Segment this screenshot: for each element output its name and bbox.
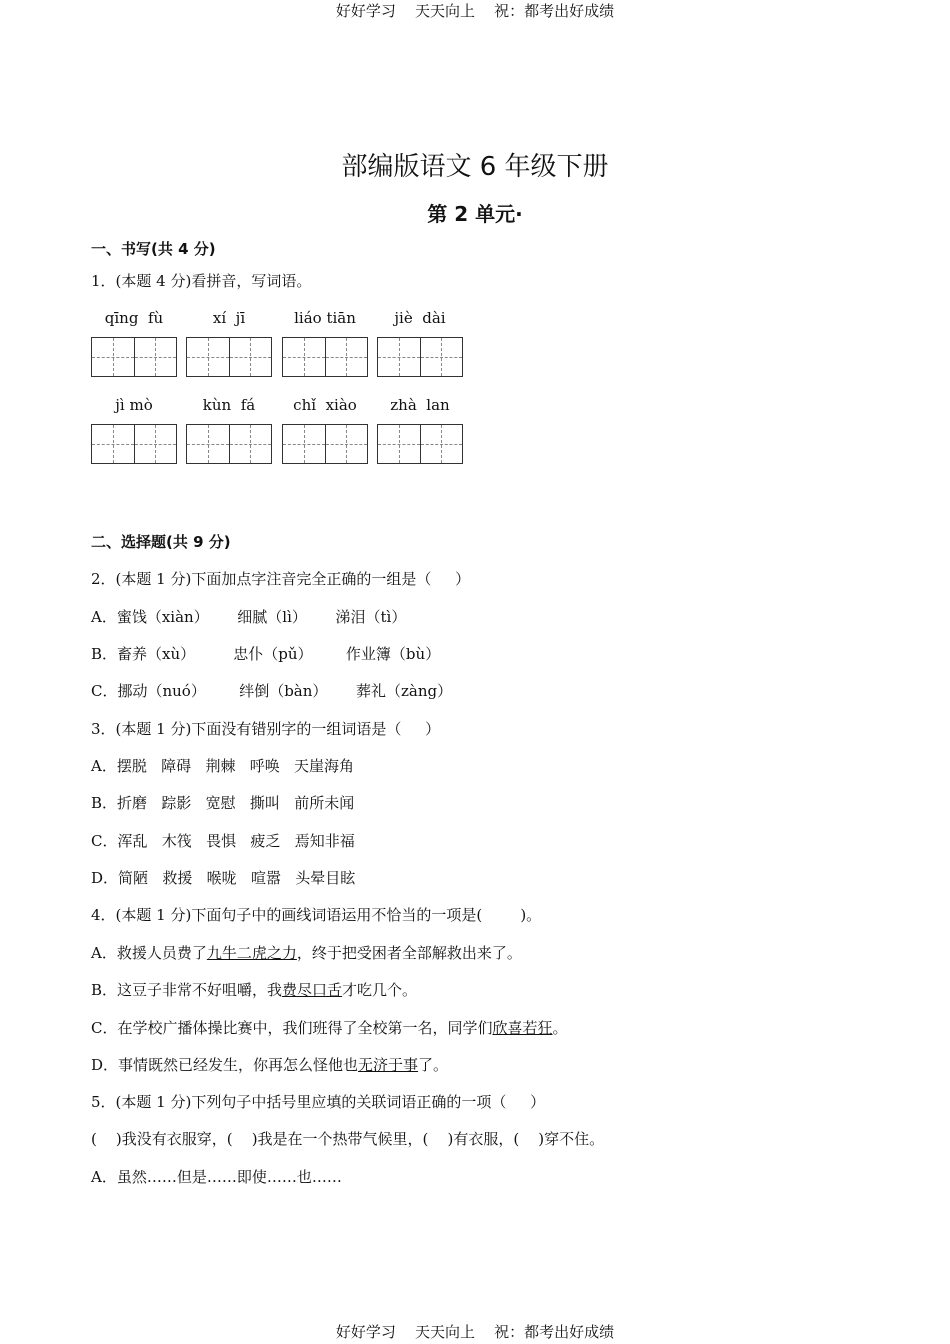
- question-5-sentence: ( )我没有衣服穿，( )我是在一个热带气候里，( )有衣服，( )穿不住。: [91, 1130, 605, 1148]
- writing-grid[interactable]: [282, 424, 368, 464]
- pinyin-label: zhà lan: [390, 396, 450, 414]
- writing-grid[interactable]: [186, 424, 272, 464]
- underlined-phrase: 无济于事: [358, 1056, 419, 1074]
- option-3a: A．摆脱 障碍 荆棘 呼唤 天崖海角: [91, 757, 355, 775]
- page-title: 部编版语文 6 年级下册: [341, 152, 609, 182]
- option-3d: D．简陋 救援 喉咙 喧嚣 头晕目眩: [91, 869, 356, 887]
- option-3c: C．浑乱 木筏 畏惧 疲乏 焉知非福: [91, 832, 355, 850]
- pinyin-label: liáo tiān: [294, 309, 356, 327]
- option-2a: A．蜜饯（xiàn） 细腻（lì） 涕泪（tì）: [91, 608, 407, 626]
- section-heading-writing: 一、书写(共 4 分): [91, 240, 216, 258]
- writing-grid[interactable]: [377, 337, 463, 377]
- question-1: 1．(本题 4 分)看拼音，写词语。: [91, 272, 312, 290]
- option-2b: B．畜养（xù） 忠仆（pǔ） 作业簿（bù）: [91, 645, 441, 663]
- writing-grid[interactable]: [91, 337, 177, 377]
- writing-grid[interactable]: [91, 424, 177, 464]
- pinyin-label: kùn fá: [202, 396, 256, 414]
- pinyin-label: jì mò: [115, 396, 153, 414]
- pinyin-label: chǐ xiào: [293, 396, 357, 414]
- underlined-phrase: 欣喜若狂: [492, 1019, 553, 1037]
- pinyin-label: qīng fù: [104, 309, 164, 327]
- pinyin-label: xí jī: [212, 309, 246, 327]
- underlined-phrase: 费尽口舌: [282, 981, 343, 999]
- writing-grid[interactable]: [282, 337, 368, 377]
- underlined-phrase: 九牛二虎之力: [206, 944, 297, 962]
- option-5a: A．虽然……但是……即使……也……: [91, 1168, 342, 1186]
- option-4b: B．这豆子非常不好咀嚼，我费尽口舌才吃几个。: [91, 981, 418, 999]
- pinyin-label: jiè dài: [394, 309, 446, 327]
- question-4: 4．(本题 1 分)下面句子中的画线词语运用不恰当的一项是( )。: [91, 906, 542, 924]
- option-4d: D．事情既然已经发生，你再怎么怪他也无济于事了。: [91, 1056, 449, 1074]
- section-heading-choice: 二、选择题(共 9 分): [91, 533, 231, 551]
- writing-grid[interactable]: [377, 424, 463, 464]
- option-4c: C．在学校广播体操比赛中，我们班得了全校第一名，同学们欣喜若狂。: [91, 1019, 568, 1037]
- writing-grid[interactable]: [186, 337, 272, 377]
- question-3: 3．(本题 1 分)下面没有错别字的一组词语是（ ）: [91, 720, 441, 738]
- question-5: 5．(本题 1 分)下列句子中括号里应填的关联词语正确的一项（ ）: [91, 1093, 546, 1111]
- option-3b: B．折磨 踪影 宽慰 撕叫 前所未闻: [91, 794, 355, 812]
- unit-subtitle: 第 2 单元·: [427, 202, 523, 226]
- page-header: 好好学习 天天向上 祝：都考出好成绩: [335, 2, 615, 20]
- page-footer: 好好学习 天天向上 祝：都考出好成绩: [335, 1323, 615, 1341]
- option-2c: C．挪动（nuó） 绊倒（bàn） 葬礼（zàng）: [91, 682, 453, 700]
- question-2: 2．(本题 1 分)下面加点字注音完全正确的一组是（ ）: [91, 570, 471, 588]
- option-4a: A．救援人员费了九牛二虎之力，终于把受困者全部解救出来了。: [91, 944, 522, 962]
